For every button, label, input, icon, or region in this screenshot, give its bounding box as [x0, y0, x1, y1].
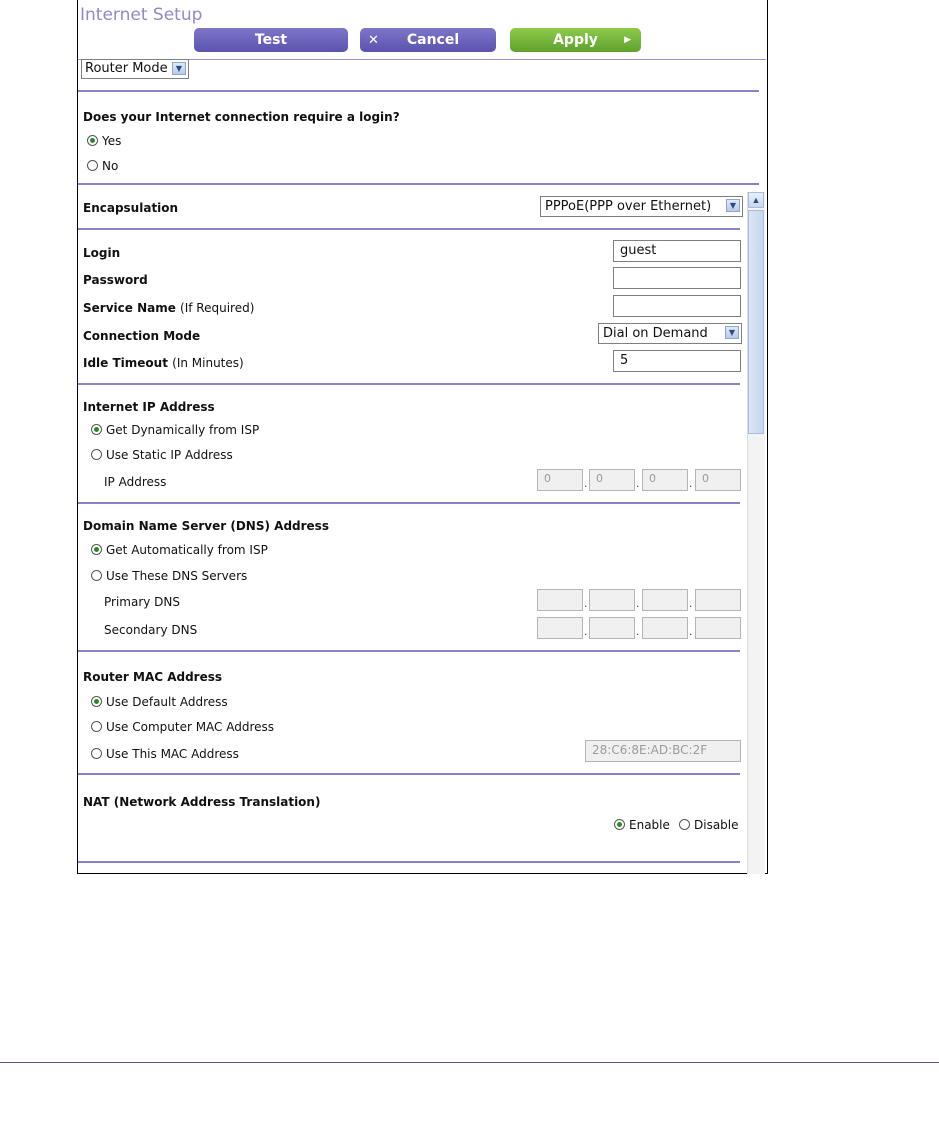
- chevron-down-icon: ▼: [726, 199, 740, 212]
- apply-button-label: Apply: [553, 32, 598, 48]
- login-yes-label: Yes: [102, 134, 122, 148]
- service-name-label: Service Name: [83, 301, 176, 315]
- ip-static-radio[interactable]: [91, 449, 102, 460]
- dns-auto-label: Get Automatically from ISP: [106, 543, 268, 557]
- internet-ip-heading: Internet IP Address: [83, 400, 215, 414]
- page-footer-rule: [0, 1062, 939, 1063]
- secondary-dns-octet-4[interactable]: [695, 617, 741, 639]
- divider: [78, 183, 759, 185]
- ip-separator: .: [584, 596, 588, 610]
- ip-separator: .: [636, 596, 640, 610]
- mac-default-radio[interactable]: [91, 696, 102, 707]
- secondary-dns-octet-1[interactable]: [537, 617, 583, 639]
- idle-timeout-label: Idle Timeout: [83, 356, 168, 370]
- password-input[interactable]: [613, 267, 741, 289]
- ip-address-label: IP Address: [104, 475, 167, 489]
- ip-separator: .: [689, 624, 693, 638]
- divider: [78, 383, 740, 385]
- divider: [78, 773, 740, 775]
- ip-octet-4[interactable]: 0: [695, 469, 741, 491]
- login-yes-radio[interactable]: [87, 135, 98, 146]
- login-question: Does your Internet connection require a login?: [83, 110, 400, 124]
- login-input[interactable]: guest: [613, 240, 741, 262]
- dns-heading: Domain Name Server (DNS) Address: [83, 519, 329, 533]
- secondary-dns-label: Secondary DNS: [104, 623, 198, 637]
- cancel-button-label: Cancel: [406, 32, 460, 48]
- dns-manual-label: Use These DNS Servers: [106, 569, 248, 583]
- encapsulation-label: Encapsulation: [83, 201, 179, 215]
- mac-computer-radio[interactable]: [91, 721, 102, 732]
- ip-separator: .: [636, 476, 640, 490]
- scrollbar[interactable]: [747, 192, 765, 874]
- internet-setup-panel: [77, 0, 768, 874]
- idle-timeout-hint: (In Minutes): [172, 356, 244, 370]
- mac-heading: Router MAC Address: [83, 670, 223, 684]
- ip-octet-2[interactable]: 0: [589, 469, 635, 491]
- mac-custom-radio[interactable]: [91, 748, 102, 759]
- mac-address-input[interactable]: 28:C6:8E:AD:BC:2F: [585, 740, 741, 762]
- primary-dns-octet-2[interactable]: [589, 589, 635, 611]
- ip-separator: .: [584, 624, 588, 638]
- mac-custom-label: Use This MAC Address: [106, 747, 239, 761]
- nat-disable-label: Disable: [694, 818, 739, 832]
- connection-mode-select[interactable]: [598, 323, 742, 344]
- primary-dns-label: Primary DNS: [104, 595, 181, 609]
- test-button-label: Test: [254, 32, 288, 48]
- mac-default-label: Use Default Address: [106, 695, 228, 709]
- scroll-up-icon[interactable]: ▲: [748, 192, 764, 208]
- mode-select[interactable]: [81, 59, 189, 79]
- divider: [78, 861, 740, 863]
- encapsulation-value: PPPoE(PPP over Ethernet): [545, 199, 712, 214]
- mode-select-value: Router Mode: [85, 61, 168, 76]
- close-icon: ✕: [368, 32, 379, 48]
- service-name-input[interactable]: [613, 295, 741, 317]
- login-no-radio[interactable]: [87, 160, 98, 171]
- ip-octet-1[interactable]: 0: [537, 469, 583, 491]
- arrow-right-icon: ▶: [624, 35, 631, 45]
- chevron-down-icon: ▼: [172, 62, 186, 75]
- cancel-button[interactable]: [360, 28, 496, 52]
- mac-computer-label: Use Computer MAC Address: [106, 720, 275, 734]
- ip-octet-3[interactable]: 0: [642, 469, 688, 491]
- page-title: Internet Setup: [80, 5, 203, 25]
- divider: [78, 502, 740, 504]
- ip-dynamic-label: Get Dynamically from ISP: [106, 423, 260, 437]
- ip-static-label: Use Static IP Address: [106, 448, 233, 462]
- primary-dns-octet-4[interactable]: [695, 589, 741, 611]
- login-no-label: No: [102, 159, 119, 173]
- dns-manual-radio[interactable]: [91, 570, 102, 581]
- ip-separator: .: [689, 596, 693, 610]
- password-label: Password: [83, 273, 148, 287]
- nat-enable-label: Enable: [629, 818, 670, 832]
- test-button[interactable]: [194, 28, 348, 52]
- encapsulation-select[interactable]: [540, 196, 743, 217]
- connection-mode-value: Dial on Demand: [603, 326, 708, 341]
- secondary-dns-octet-2[interactable]: [589, 617, 635, 639]
- service-name-hint: (If Required): [180, 301, 255, 315]
- ip-separator: .: [584, 476, 588, 490]
- primary-dns-octet-1[interactable]: [537, 589, 583, 611]
- divider: [78, 228, 740, 230]
- ip-dynamic-radio[interactable]: [91, 424, 102, 435]
- scrollbar-thumb[interactable]: [748, 210, 764, 434]
- ip-separator: .: [689, 476, 693, 490]
- nat-enable-radio[interactable]: [614, 819, 625, 830]
- secondary-dns-octet-3[interactable]: [642, 617, 688, 639]
- divider: [78, 90, 759, 92]
- apply-button[interactable]: [510, 28, 641, 52]
- idle-timeout-input[interactable]: 5: [613, 350, 741, 372]
- divider: [78, 650, 740, 652]
- chevron-down-icon: ▼: [725, 326, 739, 339]
- primary-dns-octet-3[interactable]: [642, 589, 688, 611]
- login-label: Login: [83, 246, 121, 260]
- dns-auto-radio[interactable]: [91, 544, 102, 555]
- nat-disable-radio[interactable]: [679, 819, 690, 830]
- ip-separator: .: [636, 624, 640, 638]
- nat-heading: NAT (Network Address Translation): [83, 795, 321, 809]
- connection-mode-label: Connection Mode: [83, 329, 201, 343]
